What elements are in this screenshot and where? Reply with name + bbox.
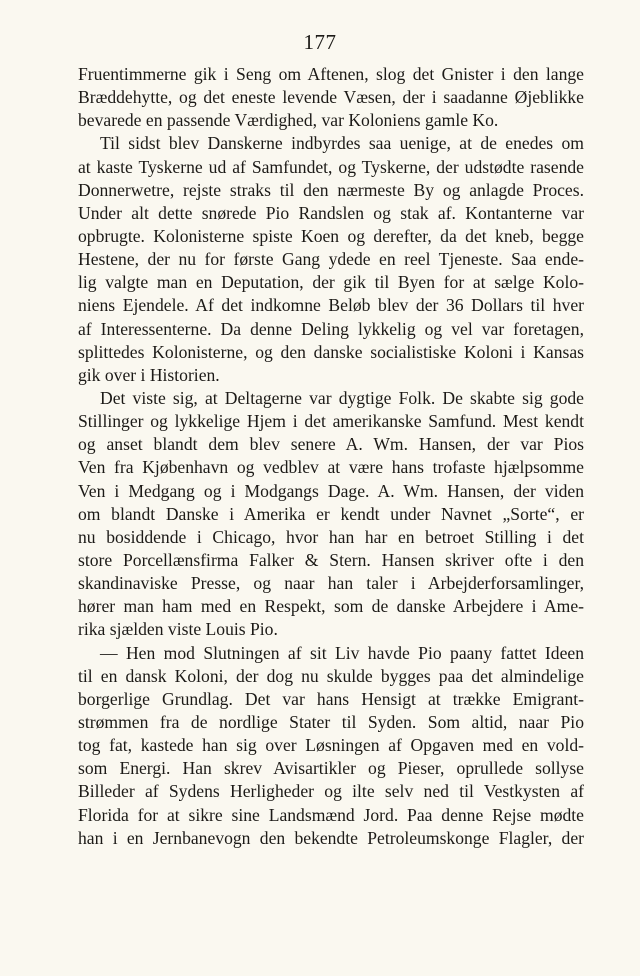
text-line: Billeder af Sydens Herligheder og ilte selv ned til Vestkysten af	[78, 781, 584, 802]
text-line: bevarede en passende Værdighed, var Koloniens gamle Ko.	[78, 110, 499, 131]
text-line: opbrugte. Kolonisterne spiste Koen og derefter, da det kneb, begge	[78, 225, 584, 246]
text-line: at kaste Tyskerne ud af Samfundet, og Tyskerne, der udstødte rasende	[78, 156, 584, 177]
text-line: splittedes Kolonisterne, og den danske socialistiske Koloni i Kansas	[78, 341, 584, 362]
text-line: tog fat, kastede han sig over Løsningen af Opgaven med en vold-	[78, 735, 584, 756]
text-line: hører man ham med en Respekt, som de danske Arbejdere i Ame-	[78, 596, 584, 617]
text-line: Donnerwetre, rejste straks til den nærmeste By og anlagde Proces.	[78, 179, 584, 200]
text-line: nu bosiddende i Chicago, hvor han har en betroet Stilling i det	[78, 526, 584, 547]
text-line: gik over i Historien.	[78, 364, 220, 385]
paragraph	[78, 63, 584, 132]
text-line: han i en Jernbanevogn den bekendte Petroleumskonge Flagler, der	[78, 827, 584, 848]
text-line: Til sidst blev Danskerne indbyrdes saa uenige, at de enedes om	[100, 133, 584, 154]
text-line: Hestene, der nu for første Gang ydede en reel Tjeneste. Saa ende-	[78, 249, 584, 270]
text-line: af Interessenterne. Da denne Deling lykkelig og vel var foretagen,	[78, 318, 584, 339]
text-line: strømmen fra de nordlige Stater til Syden. Som altid, naar Pio	[78, 711, 584, 732]
text-line: borgerlige Grundlag. Det var hans Hensigt at trække Emigrant-	[78, 688, 584, 709]
page-number: 177	[303, 30, 337, 54]
text-line: lig valgte man en Deputation, der gik til Byen for at sælge Kolo-	[78, 272, 584, 293]
text-line: Ven i Medgang og i Modgangs Dage. A. Wm. Hansen, der viden	[78, 480, 584, 501]
text-line: Det viste sig, at Deltagerne var dygtige Folk. De skabte sig gode	[100, 387, 584, 408]
text-line: Florida for at sikre sine Landsmænd Jord. Paa denne Rejse mødte	[78, 804, 584, 825]
text-line: om blandt Danske i Amerika er kendt under Navnet „Sorte“, er	[78, 503, 584, 524]
text-line: Bræddehytte, og det eneste levende Væsen, der i saadanne Øjeblikke	[78, 87, 584, 108]
text-line: Ven fra Kjøbenhavn og vedblev at være hans trofaste hjælpsomme	[78, 457, 584, 478]
text-line: Fruentimmerne gik i Seng om Aftenen, slog det Gnister i den lange	[78, 64, 584, 84]
text-line: til en dansk Koloni, der dog nu skulde bygges paa det almindelige	[78, 665, 584, 686]
paragraph	[78, 642, 584, 850]
paragraph	[78, 387, 584, 642]
body-text	[78, 63, 584, 850]
text-line: — Hen mod Slutningen af sit Liv havde Pio paany fattet Ideen	[100, 642, 584, 663]
text-line: Stillinger og lykkelige Hjem i det amerikanske Samfund. Mest kendt	[78, 411, 584, 432]
text-line: rika sjælden viste Louis Pio.	[78, 619, 278, 640]
text-line: store Porcellænsfirma Falker & Stern. Hansen skriver ofte i den	[78, 549, 584, 570]
text-line: og anset blandt dem blev senere A. Wm. Hansen, der var Pios	[78, 434, 584, 455]
text-line: skandinaviske Presse, og naar han taler i Arbejderforsamlinger,	[78, 573, 584, 594]
text-line: niens Ejendele. Af det indkomne Beløb blev der 36 Dollars til hver	[78, 295, 584, 316]
paragraph	[78, 132, 584, 387]
text-line: som Energi. Han skrev Avisartikler og Pieser, oprullede sollyse	[78, 758, 584, 779]
text-line: Under alt dette snørede Pio Randslen og stak af. Kontanterne var	[78, 202, 584, 223]
